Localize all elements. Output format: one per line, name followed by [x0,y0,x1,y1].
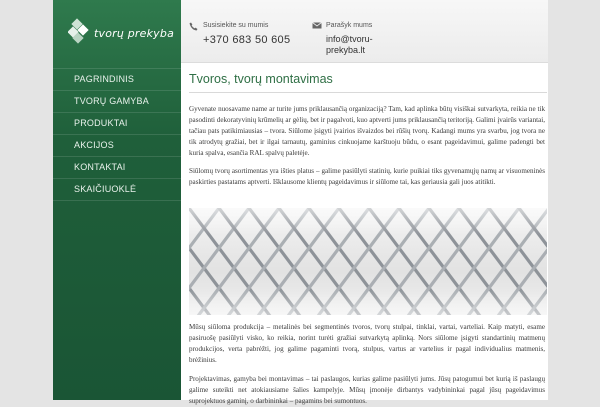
page-title: Tvoros, tvorų montavimas [189,72,547,93]
chain-link-fence-image [189,208,547,315]
nav-item-tvoru-gamyba[interactable]: TVORŲ GAMYBA [53,91,181,113]
assortment-paragraph: Siūlomų tvorų asortimentas yra išties platus – galime pasiūlyti statinių, kurie puikiai tiks gyvenamųjų namų ar visuomeninės paskirties pastatams aptverti. Išklausome klientų pageidavimus ir siūlome tai, kas geriausia gali juos atitikti. [189,167,545,186]
logo-diamond-icon [68,18,92,48]
main-nav [53,68,181,201]
services-paragraph: Projektavimas, gamyba bei montavimas – tai paslaugos, kurias galime pasiūlyti jums. Jūsų patogumui bet kurią iš paslaugų galime suteikti net atokiausiame šalies kampelyje. Mūsų įmonėje dirbantys vadybininkai pagal jūsų pageidavimus suprojektuos gaminį, o darbininkai – pagamins bei sumontuos. [189,375,545,405]
phone-number[interactable]: +370 683 50 605 [203,34,291,46]
main-content [189,72,547,405]
phone-icon [189,22,198,31]
nav-item-skaiciuokle[interactable]: SKAIČIUOKLĖ [53,179,181,201]
phone-label: Susisiekite su mumis [203,22,269,29]
nav-item-pagrindinis[interactable]: PAGRINDINIS [53,68,181,91]
email-label: Parašyk mums [326,22,373,29]
envelope-icon [312,22,322,29]
nav-item-kontaktai[interactable]: KONTAKTAI [53,157,181,179]
products-paragraph: Mūsų siūloma produkcija – metalinės bei segmentinės tvoros, tvorų stulpai, tinklai, vartai, varteliai. Kaip matyti, esame pasiruošę pasiūlyti visko, ko reikia, norint turėti gražiai sutvarkytą aplinką. Nors siūlome įsigyti standartinių matmenų produkcijos, verta pabrėžti, jog galime pagaminti tvorą, stulpus, vartus ar vartelius ir pagal individualius matmenis, brėžinius. [189,323,545,364]
nav-item-produktai[interactable]: PRODUKTAI [53,113,181,135]
email-link[interactable]: info@tvoru-prekyba.lt [326,34,373,55]
intro-paragraph: Gyvenate nuosavame name ar turite jums priklausančią organizaciją? Tam, kad aplinka būtų visiškai sutvarkyta, reikia ne tik pasodinti dekoratyvinių krūmelių ar gėlių, bet ir pagalvoti, kuo aptverti jums priklausančią teritoriją. Galimi įvairūs variantai, tačiau pats patikimiausias – tvora. Siūlome įsigyti įvairios išvaizdos bei rūšių tvorų. Kadangi mums yra svarbu, jog tvora ne tik atrodytų gražiai, bet ir ilgai tarnautų, gaminius cinkuojame karštuoju būdu, o esant pageidavimui, galime padengti bet kuria spalva, esančia RAL spalvų paletėje. [189,105,545,157]
nav-item-akcijos[interactable]: AKCIJOS [53,135,181,157]
fence-illustration [189,208,547,315]
logo-text: tvorų prekyba [94,27,175,40]
site-logo[interactable] [68,18,178,48]
